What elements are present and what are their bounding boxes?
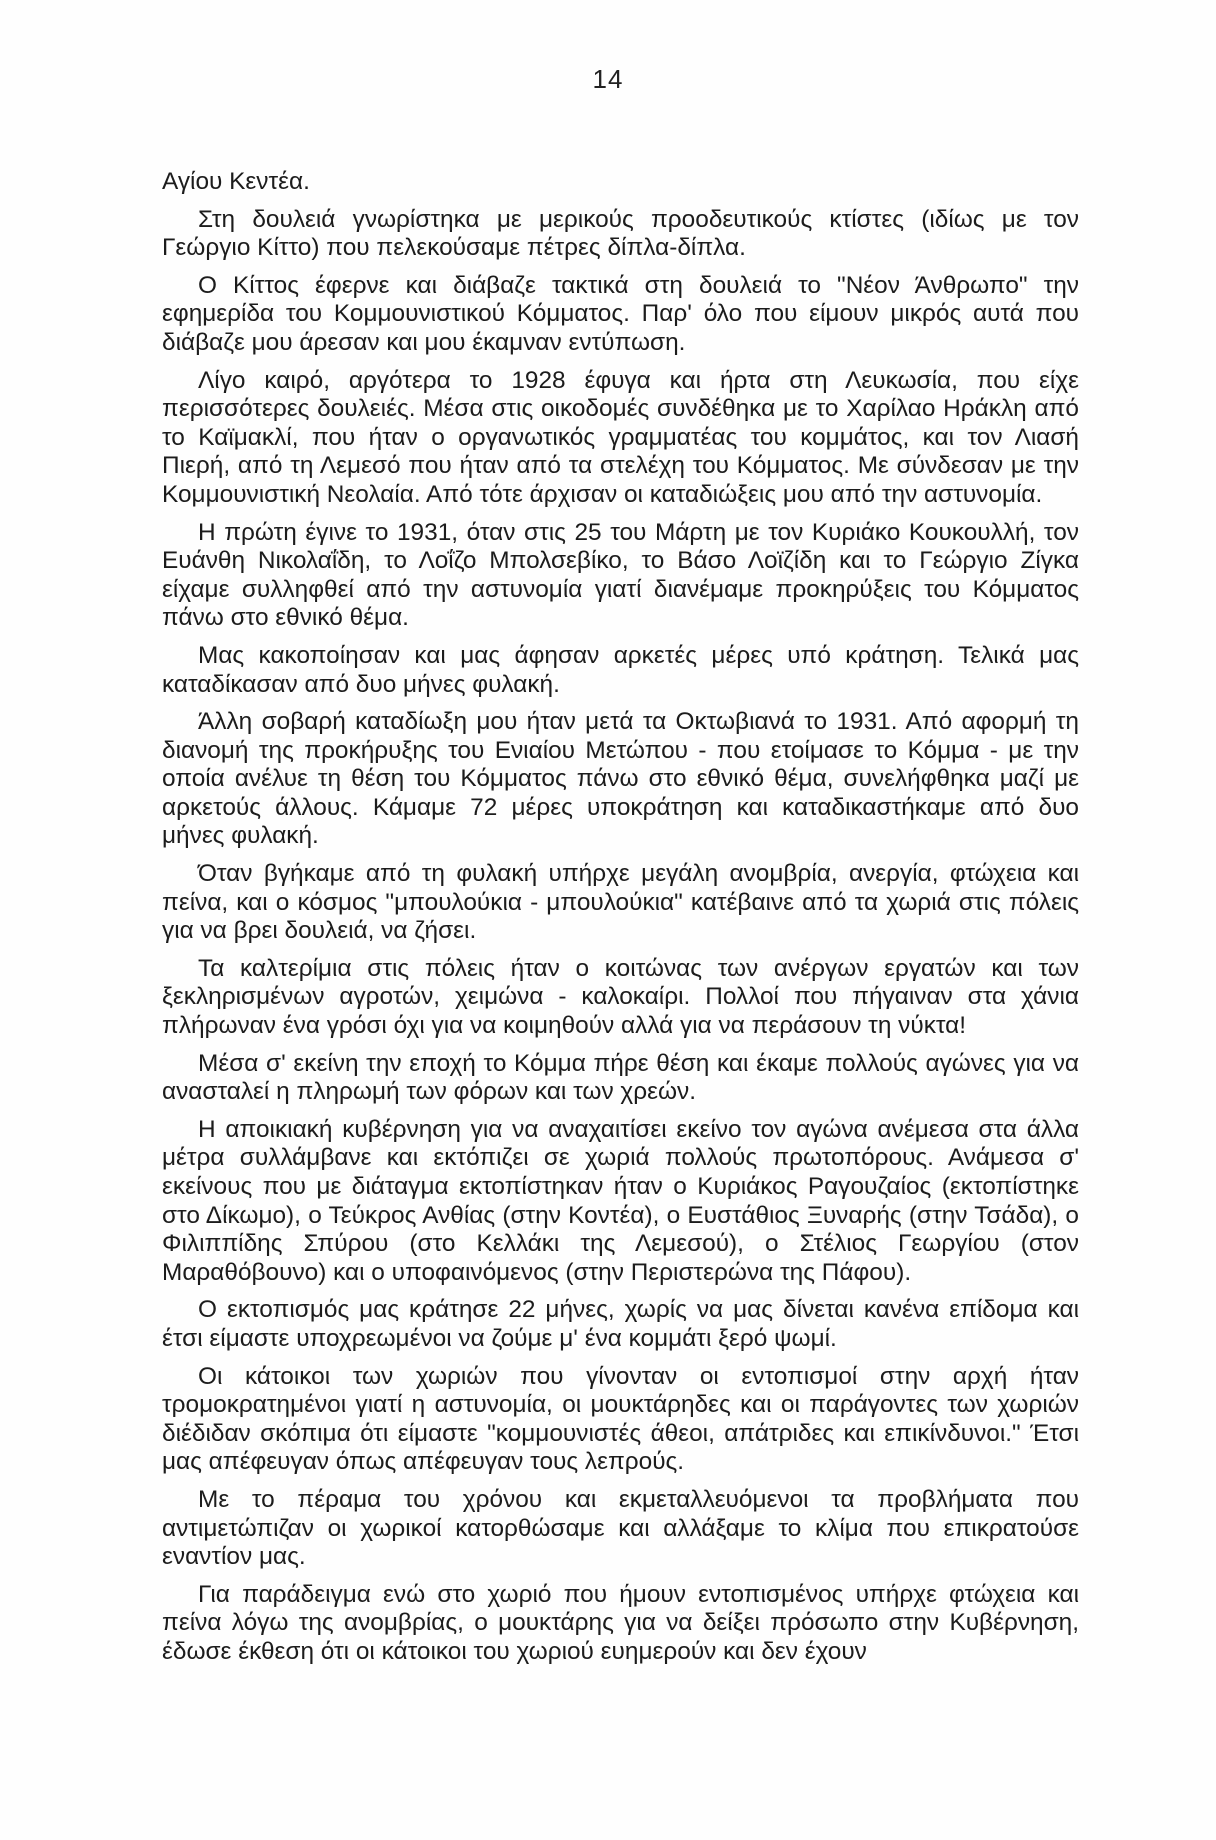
paragraph: Τα καλτερίμια στις πόλεις ήταν ο κοιτώνας των ανέργων εργατών και των ξεκληρισμένων αγροτών, χειμώνα - καλοκαίρι. Πολλοί που πήγαιναν στα χάνια πλήρωναν ένα γρόσι όχι για να κοιμηθούν αλλά για να περάσουν τη νύκτα!: [162, 954, 1079, 1040]
paragraph: Μας κακοποίησαν και μας άφησαν αρκετές μέρες υπό κράτηση. Τελικά μας καταδίκασαν από δυο μήνες φυλακή.: [162, 641, 1079, 698]
paragraph: Η αποικιακή κυβέρνηση για να αναχαιτίσει εκείνο τον αγώνα ανέμεσα στα άλλα μέτρα συλλάμβανε και εκτόπιζει σε χωριά πολλούς πρωτοπόρους. Ανάμεσα σ' εκείνους που με διάταγμα εκτοπίστηκαν ήταν ο Κυριάκος Ραγουζαίος (εκτοπίστηκε στο Δίκωμο), ο Τεύκρος Ανθίας (στην Κοντέα), ο Ευστάθιος Ξυναρής (στην Τσάδα), ο Φιλιππίδης Σπύρου (στο Κελλάκι της Λεμεσού), ο Στέλιος Γεωργίου (στον Μαραθόβουνο) και ο υποφαινόμενος (στην Περιστερώνα της Πάφου).: [162, 1115, 1079, 1286]
body-text: [162, 168, 1079, 1676]
paragraph: Η πρώτη έγινε το 1931, όταν στις 25 του Μάρτη με τον Κυριάκο Κουκουλλή, τον Ευάνθη Νικολαΐδη, το Λοΐζο Μπολσεβίκο, το Βάσο Λοϊζίδη και το Γεώργιο Ζίγκα είχαμε συλληφθεί από την αστυνομία γιατί διανέμαμε προκηρύξεις του Κόμματος πάνω στο εθνικό θέμα.: [162, 518, 1079, 632]
paragraph: Άλλη σοβαρή καταδίωξη μου ήταν μετά τα Οκτωβιανά το 1931. Από αφορμή τη διανομή της προκήρυξης του Ενιαίου Μετώπου - που ετοίμασε το Κόμμα - με την οποία ανέλυε τη θέση του Κόμματος πάνω στο εθνικό θέμα, συνελήφθηκα μαζί με αρκετούς άλλους. Κάμαμε 72 μέρες υποκράτηση και καταδικαστήκαμε από δυο μήνες φυλακή.: [162, 708, 1079, 850]
paragraph: Στη δουλειά γνωρίστηκα με μερικούς προοδευτικούς κτίστες (ιδίως με τον Γεώργιο Κίττο) που πελεκούσαμε πέτρες δίπλα-δίπλα.: [162, 205, 1079, 262]
paragraph: Ο εκτοπισμός μας κράτησε 22 μήνες, χωρίς να μας δίνεται κανένα επίδομα και έτσι είμαστε υποχρεωμένοι να ζούμε μ' ένα κομμάτι ξερό ψωμί.: [162, 1296, 1079, 1352]
paragraph: Αγίου Κεντέα.: [162, 168, 310, 195]
paragraph: Για παράδειγμα ενώ στο χωριό που ήμουν εντοπισμένος υπήρχε φτώχεια και πείνα λόγω της ανομβρίας, ο μουκτάρης για να δείξει πρόσωπο στην Κυβέρνηση, έδωσε έκθεση ότι οι κάτοικοι του χωριού ευημερούν και δεν έχουν: [162, 1580, 1079, 1665]
paragraph: Λίγο καιρό, αργότερα το 1928 έφυγα και ήρτα στη Λευκωσία, που είχε περισσότερες δουλειές. Μέσα στις οικοδομές συνδέθηκα με το Χαρίλαο Ηράκλη από το Καϊμακλί, που ήταν ο οργανωτικός γραμματέας του κομμάτος, και τον Λιασή Πιερή, από τη Λεμεσό που ήταν από τα στελέχη του Κόμματος. Με σύνδεσαν με την Κομμουνιστική Νεολαία. Από τότε άρχισαν οι καταδιώξεις μου από την αστυνομία.: [162, 366, 1079, 508]
paragraph: Ο Κίττος έφερνε και διάβαζε τακτικά στη δουλειά το "Νέον Άνθρωπο" την εφημερίδα του Κομμουνιστικού Κόμματος. Παρ' όλο που είμουν μικρός αυτά που διάβαζε μου άρεσαν και μου έκαμναν εντύπωση.: [162, 271, 1079, 356]
page-number: 14: [592, 64, 624, 94]
paragraph: Οι κάτοικοι των χωριών που γίνονταν οι εντοπισμοί στην αρχή ήταν τρομοκρατημένοι γιατί η αστυνομία, οι μουκτάρηδες και οι παράγοντες των χωριών διέδιδαν σκόπιμα ότι είμαστε "κομμουνιστές άθεοι, απάτριδες και επικίνδυνοι." Έτσι μας απέφευγαν όπως απέφευγαν τους λεπρούς.: [162, 1362, 1079, 1476]
paragraph: Όταν βγήκαμε από τη φυλακή υπήρχε μεγάλη ανομβρία, ανεργία, φτώχεια και πείνα, και ο κόσμος "μπουλούκια - μπουλούκια" κατέβαινε από τα χωριά στις πόλεις για να βρει δουλειά, να ζήσει.: [162, 860, 1079, 945]
paragraph: Με το πέραμα του χρόνου και εκμεταλλευόμενοι τα προβλήματα που αντιμετώπιζαν οι χωρικοί κατορθώσαμε και αλλάξαμε το κλίμα που επικρατούσε εναντίον μας.: [162, 1485, 1079, 1571]
paragraph: Μέσα σ' εκείνη την εποχή το Κόμμα πήρε θέση και έκαμε πολλούς αγώνες για να ανασταλεί η πληρωμή των φόρων και των χρεών.: [162, 1049, 1079, 1106]
